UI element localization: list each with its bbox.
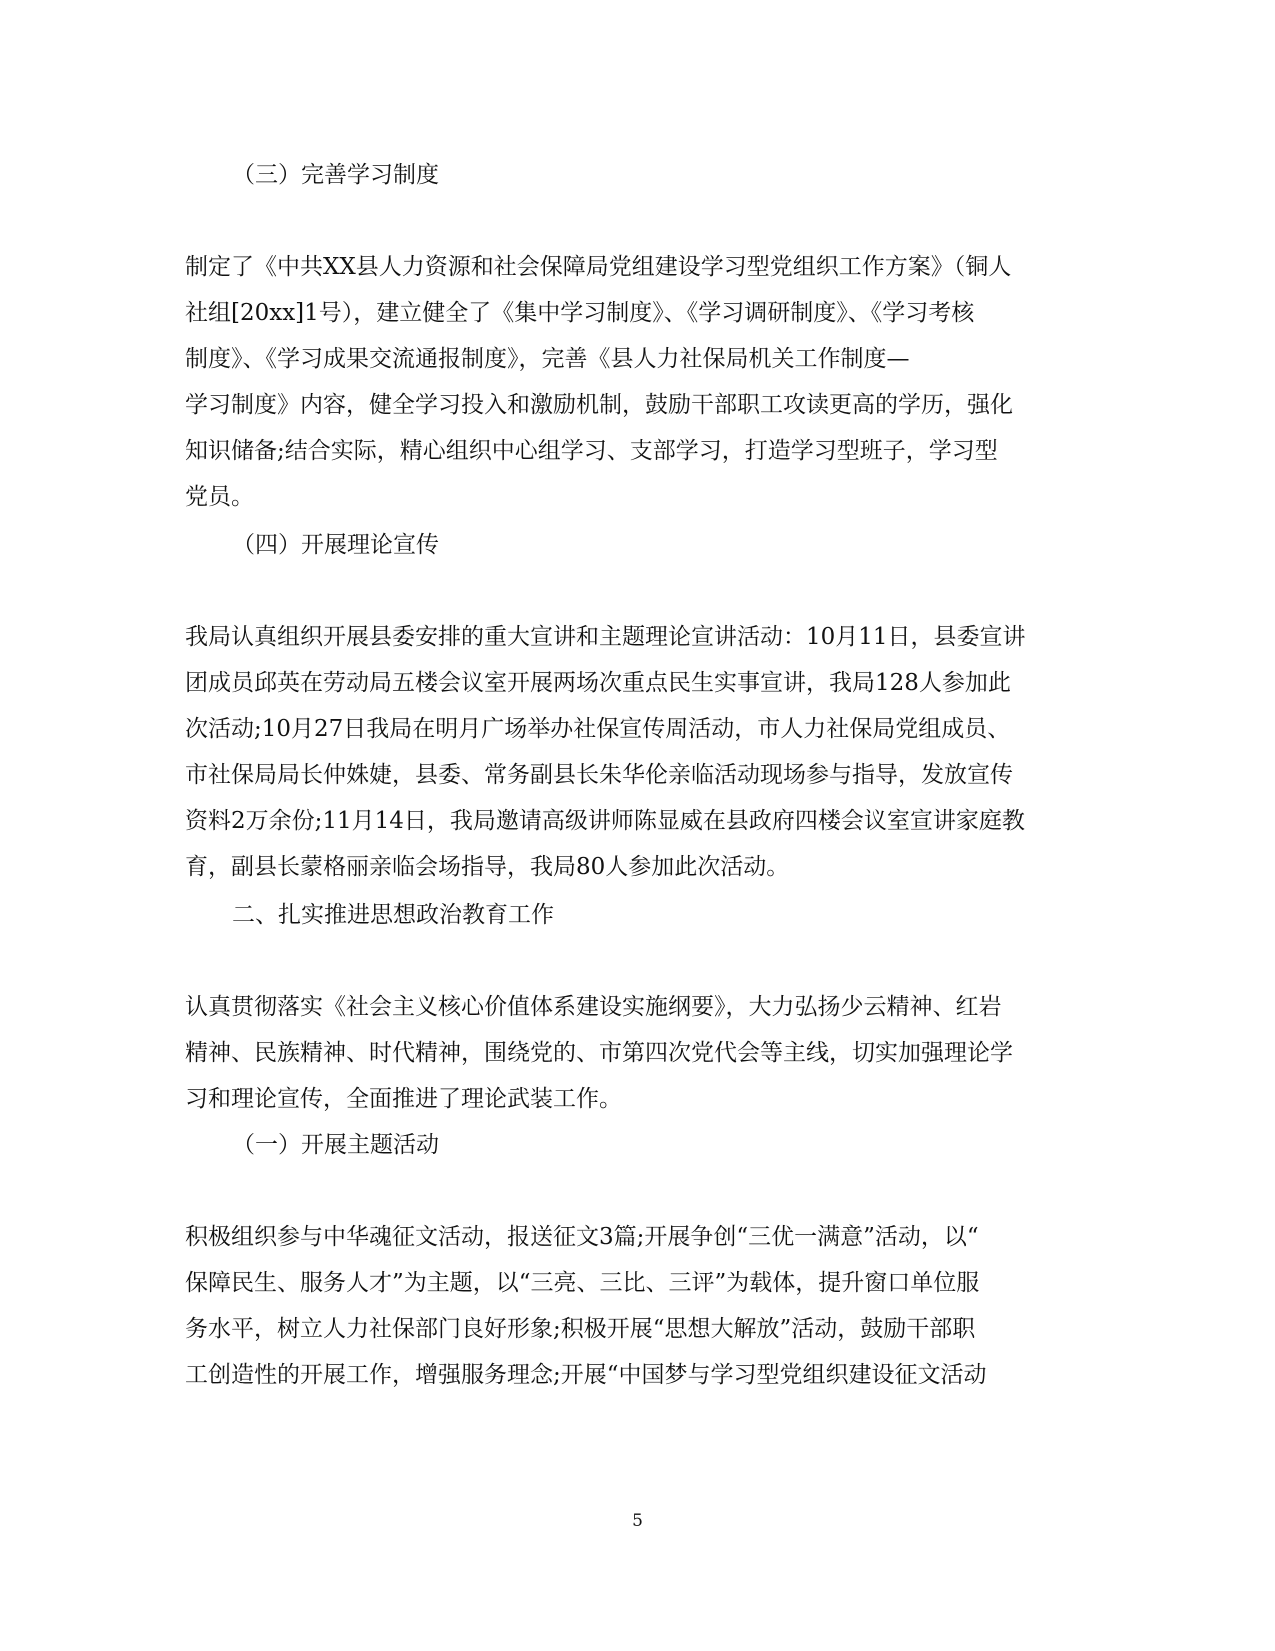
- paragraph-line: 资料2万余份;11月14日，我局邀请高级讲师陈显威在县政府四楼会议室宣讲家庭教: [185, 808, 1025, 834]
- paragraph-line: 积极组织参与中华魂征文活动，报送征文3篇;开展争创“三优一满意”活动，以“: [185, 1224, 979, 1250]
- paragraph-line: 育，副县长蒙格丽亲临会场指导，我局80人参加此次活动。: [185, 854, 790, 880]
- page-number: 5: [632, 1511, 643, 1531]
- section-heading: （三）完善学习制度: [232, 162, 439, 188]
- paragraph-line: 制度》、《学习成果交流通报制度》，完善《县人力社保局机关工作制度—: [185, 346, 910, 372]
- paragraph-line: 社组[20xx]1号），建立健全了《集中学习制度》、《学习调研制度》、《学习考核: [185, 300, 975, 326]
- paragraph-line: 市社保局局长仲姝婕，县委、常务副县长朱华伦亲临活动现场参与指导，发放宣传: [185, 762, 1013, 788]
- paragraph-line: 我局认真组织开展县委安排的重大宣讲和主题理论宣讲活动：10月11日，县委宣讲: [185, 624, 1026, 650]
- paragraph-line: 党员。: [185, 484, 254, 510]
- section-heading: （四）开展理论宣传: [232, 532, 439, 558]
- section-heading: （一）开展主题活动: [232, 1132, 439, 1158]
- section-heading: 二、扎实推进思想政治教育工作: [232, 902, 554, 928]
- paragraph-line: 知识储备;结合实际，精心组织中心组学习、支部学习，打造学习型班子，学习型: [185, 438, 998, 464]
- paragraph-line: 制定了《中共XX县人力资源和社会保障局党组建设学习型党组织工作方案》（铜人: [185, 254, 1012, 280]
- paragraph-line: 习和理论宣传，全面推进了理论武装工作。: [185, 1086, 622, 1112]
- paragraph-line: 工创造性的开展工作，增强服务理念;开展“中国梦与学习型党组织建设征文活动: [185, 1362, 987, 1388]
- paragraph-line: 精神、民族精神、时代精神，围绕党的、市第四次党代会等主线，切实加强理论学: [185, 1040, 1013, 1066]
- paragraph-line: 学习制度》内容，健全学习投入和激励机制，鼓励干部职工攻读更高的学历，强化: [185, 392, 1013, 418]
- paragraph-line: 次活动;10月27日我局在明月广场举办社保宣传周活动，市人力社保局党组成员、: [185, 716, 1011, 742]
- paragraph-line: 务水平，树立人力社保部门良好形象;积极开展“思想大解放”活动，鼓励干部职: [185, 1316, 976, 1342]
- paragraph-line: 保障民生、服务人才”为主题，以“三亮、三比、三评”为载体，提升窗口单位服: [185, 1270, 980, 1296]
- paragraph-line: 认真贯彻落实《社会主义核心价值体系建设实施纲要》，大力弘扬少云精神、红岩: [185, 994, 1002, 1020]
- paragraph-line: 团成员邱英在劳动局五楼会议室开展两场次重点民生实事宣讲，我局128人参加此: [185, 670, 1011, 696]
